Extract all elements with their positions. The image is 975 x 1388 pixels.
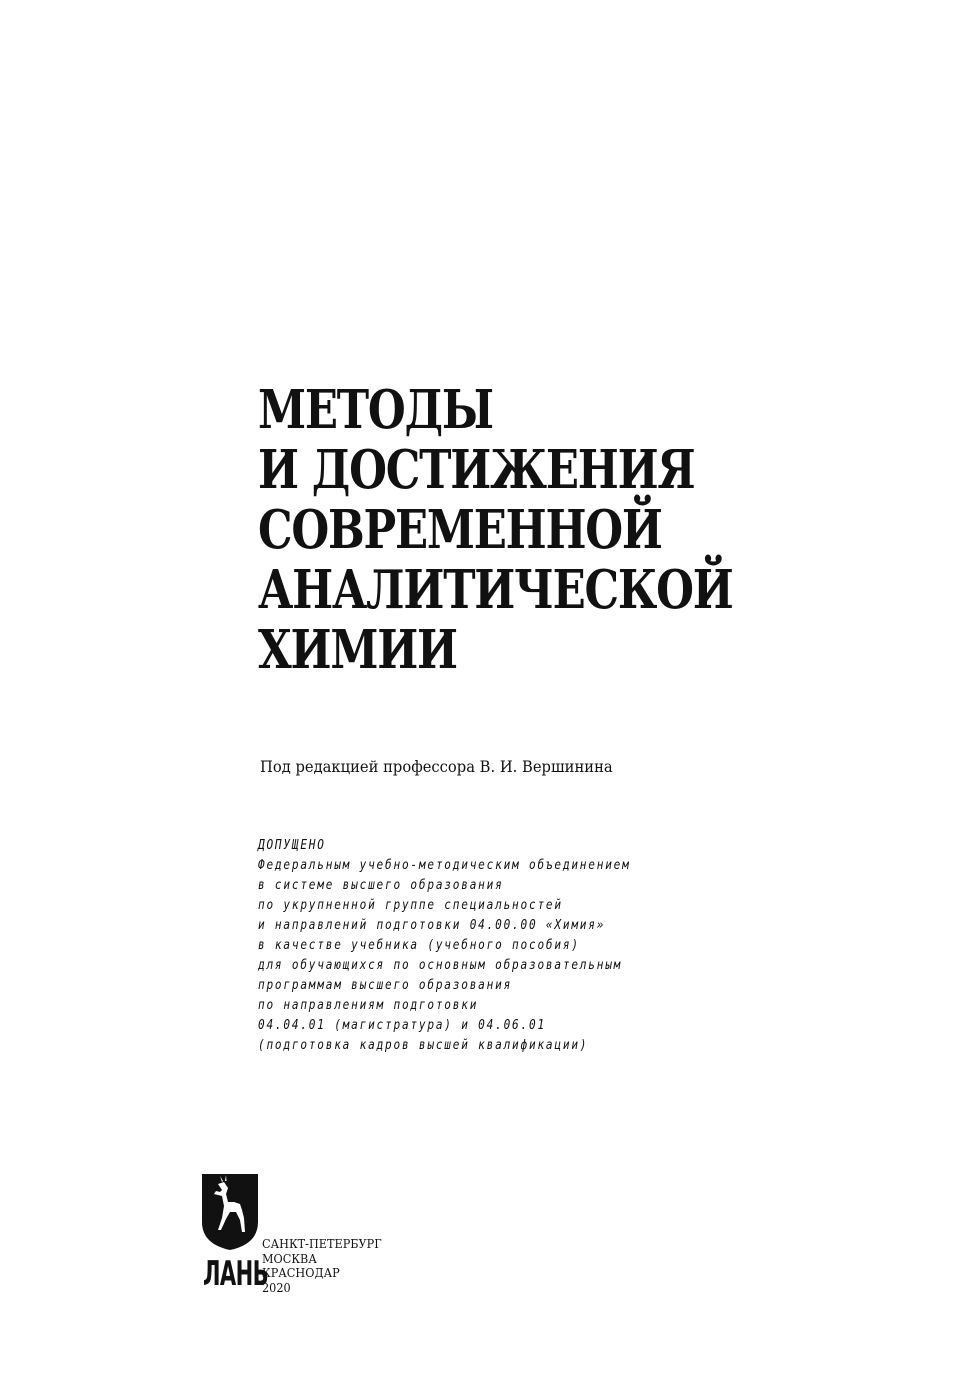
approval-line: программам высшего образования [258, 977, 513, 993]
approval-line: в системе высшего образования [258, 877, 504, 893]
publisher-cities [262, 1237, 382, 1295]
approval-statement [258, 835, 631, 1055]
approval-line: и направлений подготовки 04.00.00 «Химия» [258, 917, 606, 933]
approval-line: 04.04.01 (магистратура) и 04.06.01 [258, 1017, 546, 1033]
title-line: И ДОСТИЖЕНИЯ [258, 439, 695, 501]
publisher-name: ЛАНЬ [203, 1254, 269, 1294]
approval-line: для обучающихся по основным образовательным [258, 957, 623, 973]
approval-line: по направлениям подготовки [258, 997, 479, 1013]
approval-line: Федеральным учебно-методическим объединением [258, 857, 631, 873]
approval-line: ДОПУЩЕНО [258, 837, 326, 853]
approval-line: в качестве учебника (учебного пособия) [258, 937, 580, 953]
approval-line: (подготовка кадров высшей квалификации) [258, 1037, 589, 1053]
title-line: АНАЛИТИЧЕСКОЙ [258, 559, 733, 621]
city-line: МОСКВА [262, 1250, 317, 1266]
book-title [258, 380, 733, 680]
editor-line: Под редакцией профессора В. И. Вершинина [260, 757, 613, 776]
publication-year: 2020 [262, 1279, 291, 1295]
title-line: МЕТОДЫ [258, 379, 493, 441]
title-line: СОВРЕМЕННОЙ [258, 499, 662, 561]
city-line: КРАСНОДАР [262, 1265, 340, 1280]
approval-line: по укрупненной группе специальностей [258, 897, 563, 913]
city-line: САНКТ-ПЕТЕРБУРГ [262, 1236, 382, 1251]
title-line: ХИМИИ [258, 619, 457, 681]
